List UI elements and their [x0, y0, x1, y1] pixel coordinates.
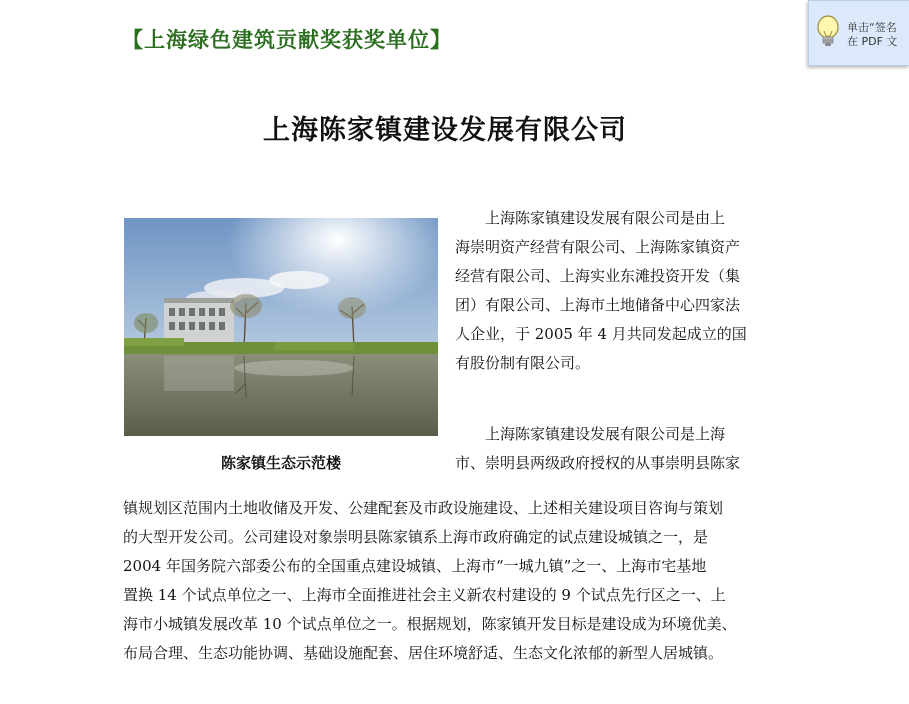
paragraph-1: [455, 204, 760, 378]
company-title: 上海陈家镇建设发展有限公司: [263, 115, 627, 146]
text-line: 人企业，于 2005 年 4 月共同发起成立的国: [455, 325, 747, 343]
note-line-1: 单击“签名: [847, 21, 897, 34]
text-line: 经营有限公司、上海实业东滩投资开发（集: [455, 267, 741, 285]
text-line: 团）有限公司、上海市土地储备中心四家法: [455, 296, 741, 314]
text-line: 镇规划区范围内土地收储及开发、公建配套及市政设施建设、上述相关建设项目咨询与策划: [123, 499, 724, 517]
section-heading: 【上海绿色建筑贡献奖获奖单位】: [122, 28, 452, 52]
text-line: 上海陈家镇建设发展有限公司是由上: [455, 209, 726, 227]
eco-demo-building-photo: [124, 218, 438, 436]
text-line: 市、崇明县两级政府授权的从事崇明县陈家: [455, 454, 741, 472]
paragraph-2-top: [455, 420, 760, 478]
photo-caption: 陈家镇生态示范楼: [220, 454, 341, 472]
text-line: 置换 14 个试点单位之一、上海市全面推进社会主义新农村建设的 9 个试点先行区之一、上: [123, 586, 726, 604]
text-line: 的大型开发公司。公司建设对象崇明县陈家镇系上海市政府确定的试点建设城镇之一，是: [123, 528, 709, 546]
text-line: 2004 年国务院六部委公布的全国重点建设城镇、上海市“一城九镇”之一、上海市宅基地: [123, 557, 707, 575]
paragraph-2-body: [123, 494, 763, 668]
text-line: 海市小城镇发展改革 10 个试点单位之一。根据规划，陈家镇开发目标是建设成为环境优美、: [123, 615, 737, 633]
comment-note-popup[interactable]: [808, 0, 909, 66]
text-line: 海崇明资产经营有限公司、上海陈家镇资产: [455, 238, 741, 256]
text-line: 上海陈家镇建设发展有限公司是上海: [455, 425, 726, 443]
note-line-2: 在 PDF 文: [847, 35, 898, 48]
text-line: 布局合理、生态功能协调、基础设施配套、居住环境舒适、生态文化浓郁的新型人居城镇。: [123, 644, 724, 662]
text-line: 有股份制有限公司。: [455, 354, 591, 372]
lightbulb-icon: [815, 15, 841, 52]
